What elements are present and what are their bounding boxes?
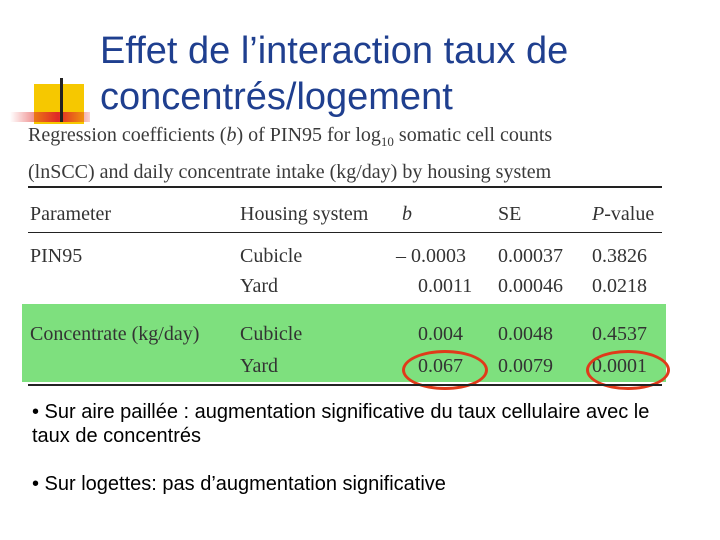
header-se: SE [498,203,522,225]
table-top-rule [28,186,662,188]
table-row-0-p: 0.3826 [592,245,647,267]
table-row-2-parameter: Concentrate (kg/day) [30,323,200,345]
table-caption [28,120,662,188]
table-row-3-p: 0.0001 [592,355,647,377]
table-row-1-b: 0.0011 [418,275,473,297]
table-bottom-rule [28,384,662,386]
table-row-0-parameter: PIN95 [30,245,83,267]
table-row-1-p: 0.0218 [592,275,647,297]
table-caption-line2: (lnSCC) and daily concentrate intake (kg/day) by housing system [28,161,552,183]
regression-table-image [28,118,662,388]
table-row-1-housing: Yard [240,275,278,297]
table-row-0-se: 0.00037 [498,245,563,267]
table-row-3-housing: Yard [240,355,278,377]
table-row-2-housing: Cubicle [240,323,303,345]
table-row-0-housing: Cubicle [240,245,303,267]
slide-title-line1: Effet de l’interaction taux de [100,30,569,72]
bullet-list [32,400,692,520]
table-row-2-b: 0.004 [418,323,463,345]
slide-title [100,28,700,120]
header-parameter: Parameter [30,203,112,225]
bullet-item-1: • Sur logettes: pas d’augmentation significative [32,473,446,495]
table-row-2-se: 0.0048 [498,323,553,345]
table-caption-line1: Regression coefficients (b) of PIN95 for $\log_{10}$ somatic cell counts [28,124,553,149]
slide-title-line2: concentrés/logement [100,76,453,118]
black-line-decoration [60,78,63,122]
header-b: b [402,203,412,225]
table-row-1-se: 0.00046 [498,275,563,297]
table-row-2-p: 0.4537 [592,323,647,345]
header-housing-system: Housing system [240,203,369,225]
bullet-item-0: • Sur aire paillée : augmentation significative du taux cellulaire avec le taux de concentrés [32,401,650,447]
table-header-rule [28,232,662,233]
header-p-value: P-value [592,203,655,225]
table-row-3-b: 0.067 [418,355,463,377]
table-row-3-se: 0.0079 [498,355,553,377]
table-row-0-b: – 0.0003 [396,245,466,267]
